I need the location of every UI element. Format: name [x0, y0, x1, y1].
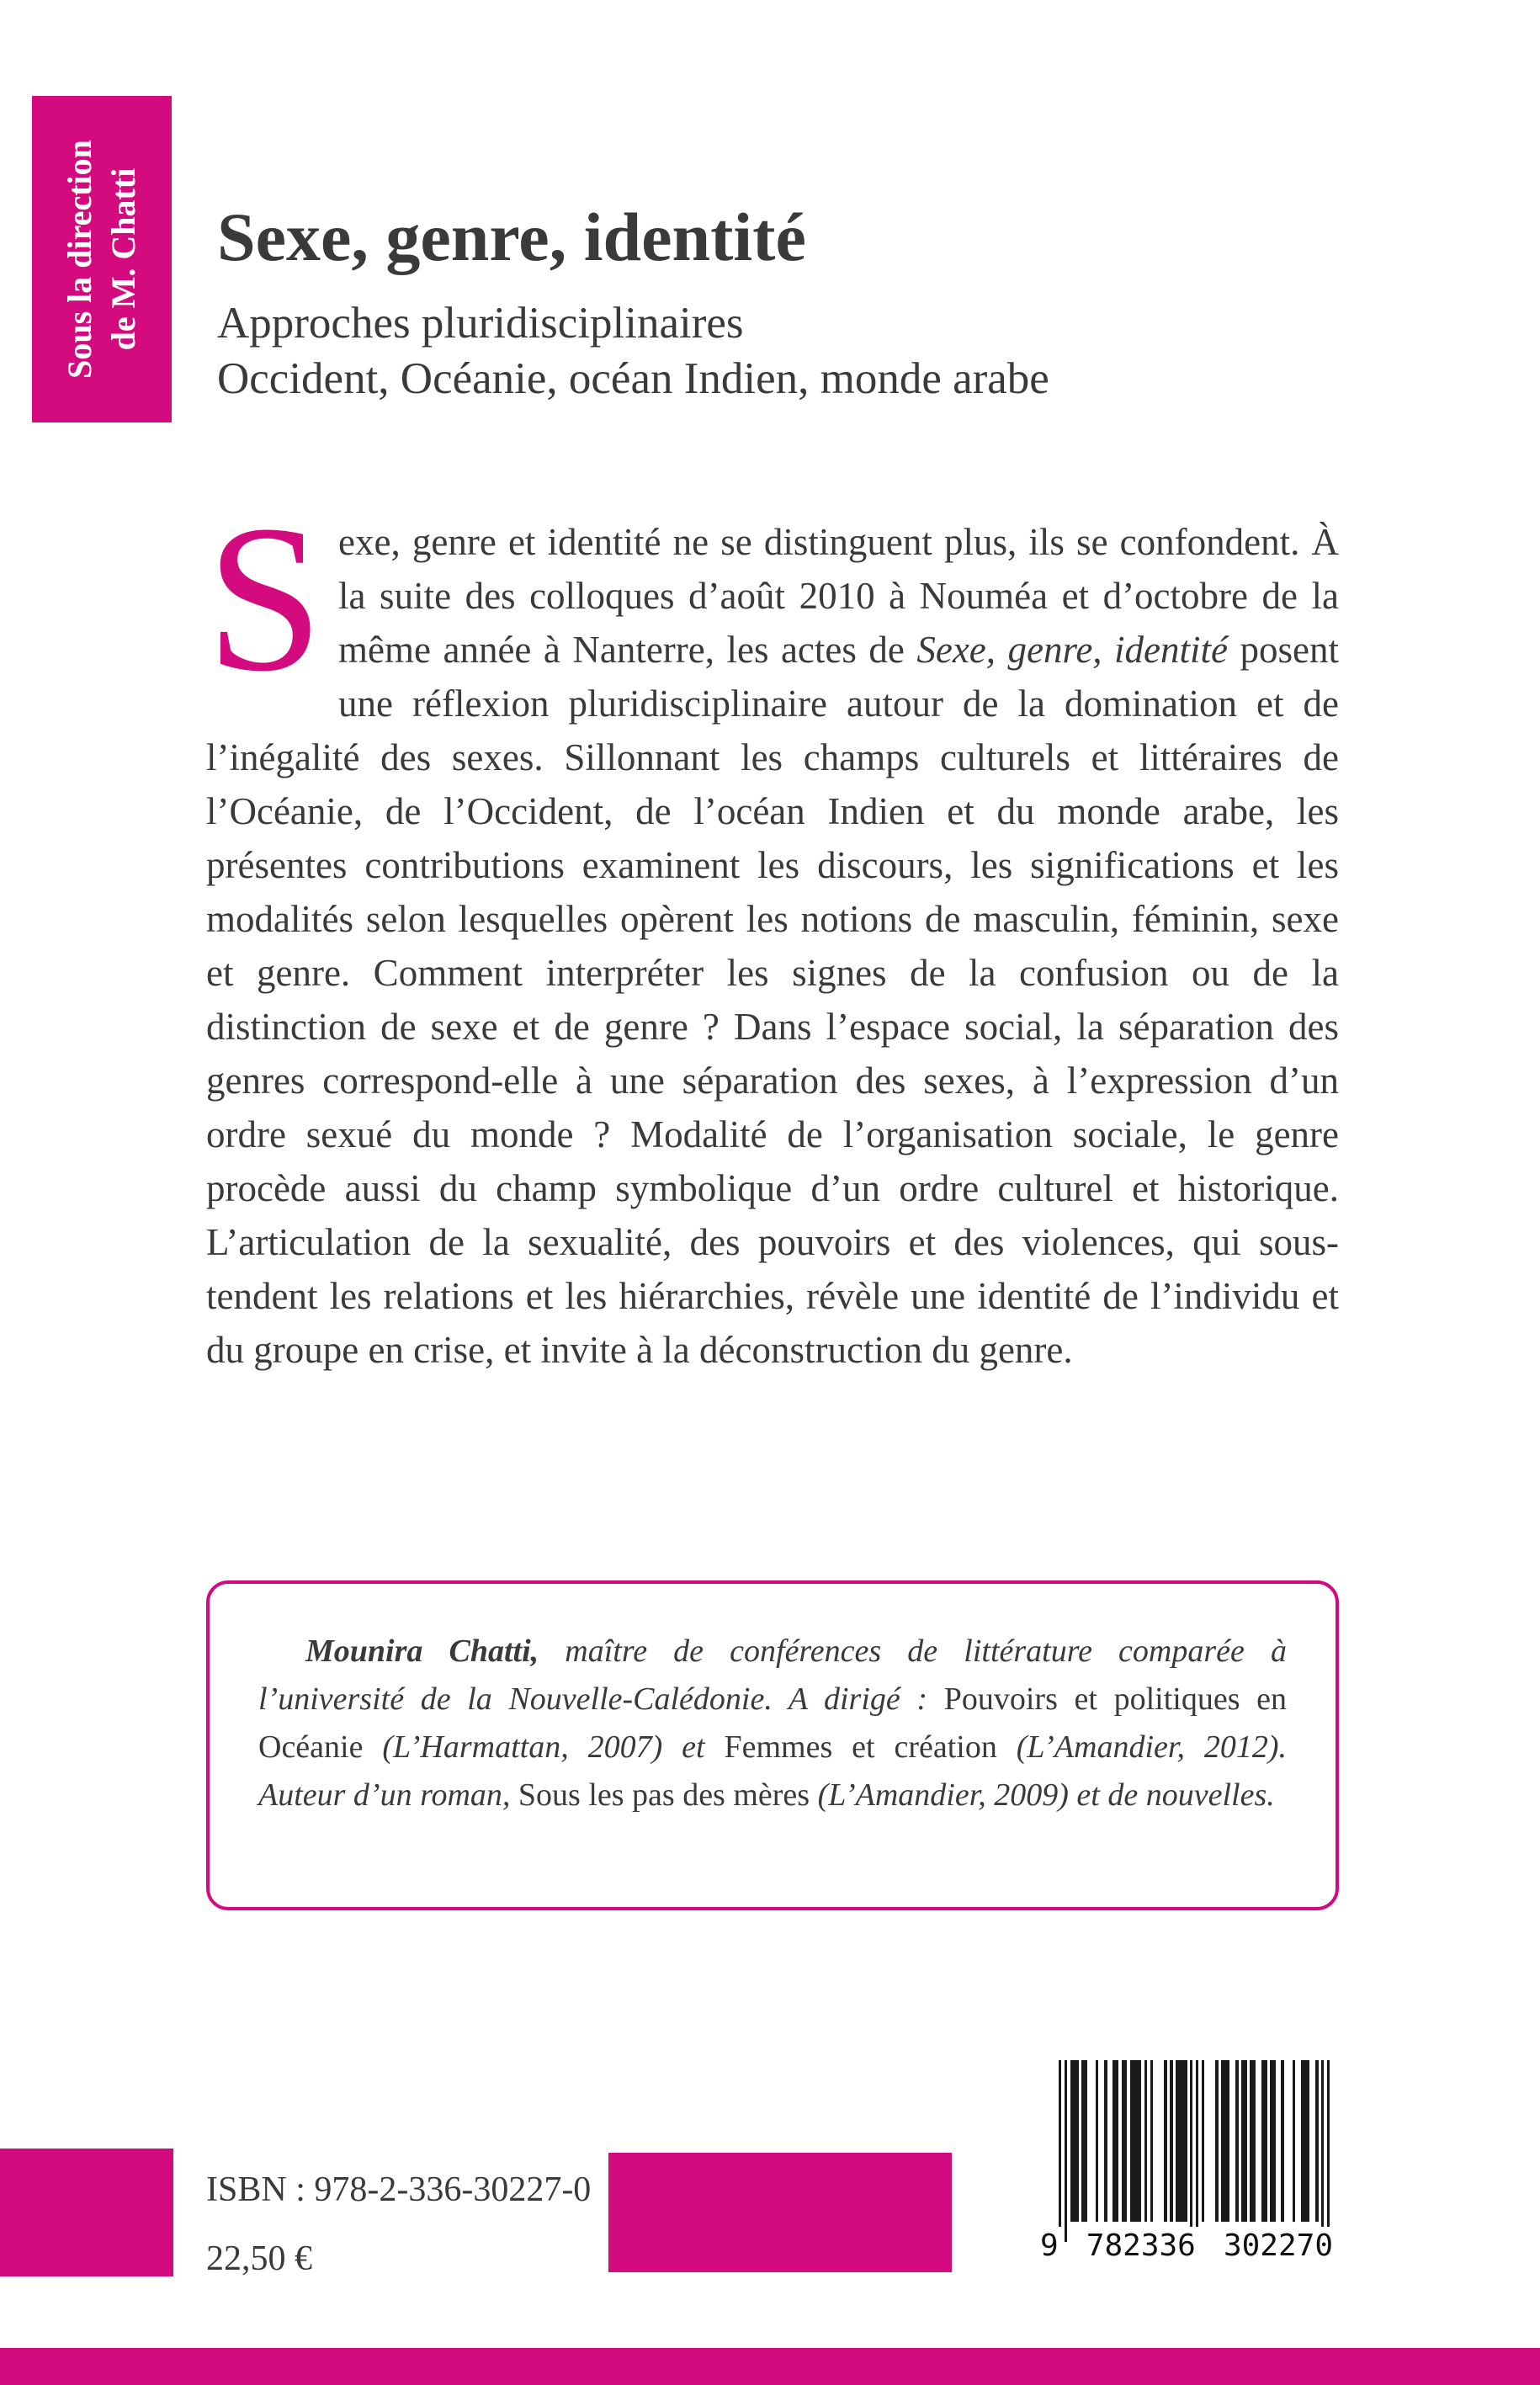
author-name: Mounira Chatti,	[305, 1633, 566, 1669]
bio-end: (L’Amandier, 2009) et de nouvelles.	[817, 1777, 1275, 1813]
barcode-bars	[1059, 2060, 1330, 2242]
dropcap-letter: S	[206, 482, 324, 715]
barcode	[1037, 2055, 1340, 2276]
book-subtitle: Approches pluridisciplinaires	[217, 298, 744, 348]
bio-mid-1: (L’Harmattan, 2007) et	[382, 1729, 725, 1765]
title-block	[217, 200, 1049, 407]
barcode-digit-group: 782336	[1083, 2227, 1199, 2265]
bio-work-title-3: Sous les pas des mères	[518, 1777, 818, 1813]
blurb-text-part1: exe, genre et identité ne se distinguent plus, ils se confondent. À la suite des colloques d’août 2010 à Nouméa et d’octobre de la même année à Nanterre, les actes de	[338, 521, 1339, 671]
price-label: 22,50 €	[206, 2239, 312, 2278]
back-cover-blurb	[206, 482, 1339, 1377]
bio-intro: maître de conférences de littérature comparée à l’université de la Nouvelle-Calédonie. A dirigé :	[258, 1633, 1287, 1717]
author-bio-box	[206, 1580, 1339, 1910]
barcode-digit-group: 302270	[1220, 2227, 1336, 2265]
bio-work-title-1: Pouvoirs et politiques en Océanie	[258, 1681, 1288, 1765]
isbn-label: ISBN : 978-2-336-30227-0	[206, 2170, 592, 2209]
blurb-text-part2: posent une réflexion pluridisciplinaire autour de la domination et de l’inégalité des sexes. Sillonnant les champs culturels et littéraires de l’Océanie, de l’Occident, de l’océan Indien et du monde arabe, les présentes contributions examinent les discours, les significations et les modalités selon lesquelles opèrent les notions de masculin, féminin, sexe et genre. Comment interpréter les signes de la confusion ou de la distinction de sexe et de genre ? Dans l’espace social, la séparation des genres correspond-elle à une séparation des sexes, à l’expression d’un ordre sexué du monde ? Modalité de l’organisation sociale, le genre procède aussi du champ symbolique d’un ordre culturel et historique. L’articulation de la sexualité, des pouvoirs et des violences, qui sous-tendent les relations et les hiérarchies, révèle une identité de l’individu et du groupe en crise, et invite à la déconstruction du genre.	[206, 629, 1339, 1371]
barcode-digit-group: 9	[1037, 2227, 1062, 2265]
barcode-digits	[1037, 2227, 1336, 2265]
spine-line-2: de M. Chatti	[104, 167, 142, 351]
bio-mid-2: (L’Amandier, 2012). Auteur d’un roman,	[258, 1729, 1288, 1813]
publisher-color-block	[608, 2153, 952, 2272]
bio-work-title-2: Femmes et création	[724, 1729, 1017, 1765]
book-subtitle-regions: Occident, Océanie, océan Indien, monde arabe	[217, 354, 1049, 404]
spine-text	[58, 140, 146, 379]
corner-color-block	[0, 2149, 173, 2276]
blurb-italic-book-title: Sexe, genre, identité	[916, 629, 1229, 671]
author-bio-text	[258, 1628, 1287, 1819]
spine-line-1: Sous la direction	[61, 140, 98, 379]
bottom-color-band	[0, 2348, 1540, 2385]
spine-band	[32, 96, 172, 422]
book-title: Sexe, genre, identité	[217, 199, 806, 275]
